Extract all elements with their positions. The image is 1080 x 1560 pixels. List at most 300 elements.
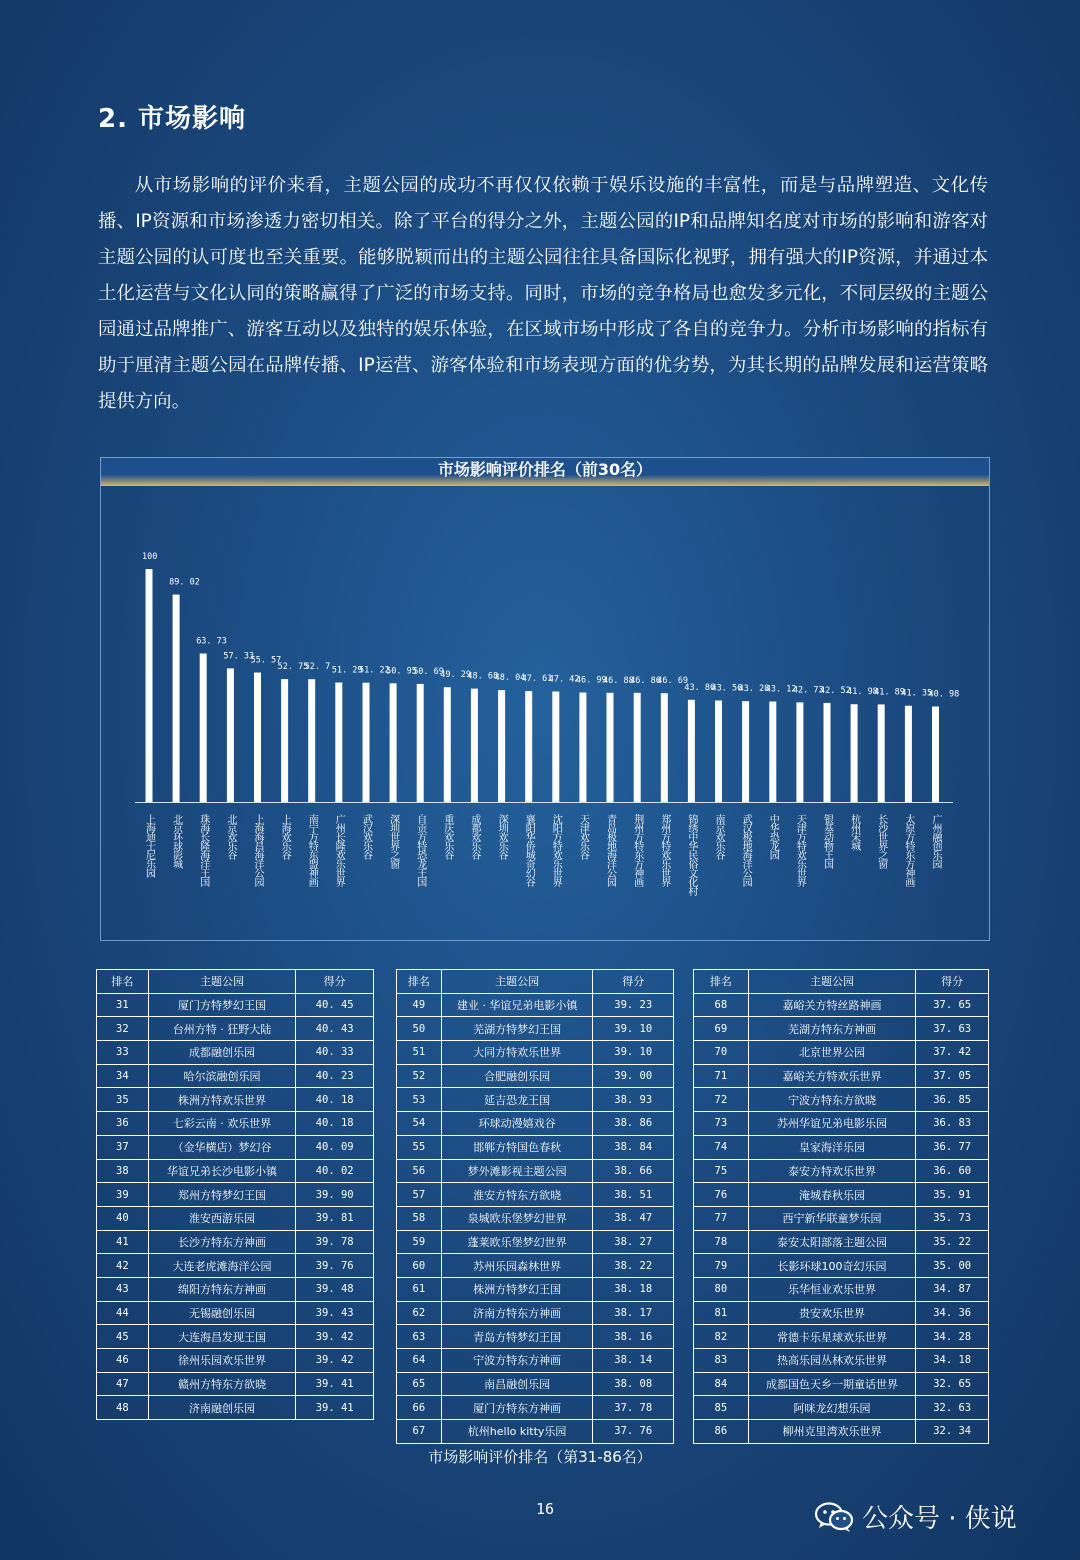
table-row [97,1135,374,1159]
score-cell: 34. 87 [916,1277,989,1301]
park-cell: 台州方特 · 狂野大陆 [148,1017,296,1041]
table-row [97,1206,374,1230]
score-cell: 40. 45 [296,993,374,1017]
table-row [694,1372,989,1396]
category-label: 深圳欢乐谷 [496,814,508,859]
park-cell: 济南方特东方神画 [441,1301,593,1325]
park-cell: 淮安西游乐园 [148,1206,296,1230]
watermark-text: 公众号 · 侠说 [862,1504,1017,1534]
value-label: 63. 73 [196,636,227,647]
park-cell: 阿咪龙幻想乐园 [748,1396,916,1420]
bar [335,683,342,803]
score-cell: 38. 93 [593,1088,674,1112]
score-cell: 38. 14 [593,1349,674,1373]
table-row [97,1041,374,1065]
table-row [97,1183,374,1207]
rank-cell: 62 [397,1301,442,1325]
category-label: 长沙世界之窗 [875,814,887,868]
table-row [97,1064,374,1088]
score-cell: 36. 85 [916,1088,989,1112]
score-cell: 39. 42 [296,1325,374,1349]
rank-cell: 66 [397,1396,442,1420]
bar [715,701,722,803]
header-score: 得分 [296,970,374,994]
category-label: 银基动物王国 [821,814,833,868]
category-label: 杭州宋城 [848,814,860,850]
park-cell: 柳州克里湾欢乐世界 [748,1420,916,1444]
score-cell: 39. 76 [296,1254,374,1278]
table-header-row [397,970,674,994]
park-cell: 嘉峪关方特欢乐世界 [748,1064,916,1088]
rank-cell: 58 [397,1206,442,1230]
table-row [397,1420,674,1444]
page-number: 16 [535,1500,555,1518]
intro-paragraph: 从市场影响的评价来看，主题公园的成功不再仅仅依赖于娱乐设施的丰富性，而是与品牌塑造、文化传播、IP资源和市场渗透力密切相关。除了平台的得分之外，主题公园的IP和品牌知名度对市场的影响和游客对主题公园的认可度也至关重要。能够脱颖而出的主题公园往往具备国际化视野，拥有强大的IP资源，并通过本土化运营与文化认同的策略赢得了广泛的市场支持。同时，市场的竞争格局也愈发多元化，不同层级的主题公园通过品牌推广、游客互动以及独特的娱乐体验，在区域市场中形成了各自的竞争力。分析市场影响的指标有助于厘清主题公园在品牌传播、IP运营、游客体验和市场表现方面的优劣势，为其长期的品牌发展和运营策略提供方向。 [98,175,988,412]
score-cell: 39. 90 [296,1183,374,1207]
rank-cell: 65 [397,1372,442,1396]
table-row [397,1230,674,1254]
score-cell: 38. 27 [593,1230,674,1254]
bar [254,673,261,803]
score-cell: 38. 51 [593,1183,674,1207]
rank-cell: 86 [694,1420,749,1444]
wechat-watermark [814,1498,1017,1535]
rank-cell: 77 [694,1206,749,1230]
bar [173,595,180,802]
bar [824,703,831,802]
score-cell: 39. 41 [296,1372,374,1396]
score-cell: 39. 78 [296,1230,374,1254]
table-row [397,1396,674,1420]
value-label: 42. 52 [820,685,851,696]
category-label: 武汉欢乐谷 [360,814,372,859]
header-score: 得分 [593,970,674,994]
header-park: 主题公园 [748,970,916,994]
value-label: 43. 56 [711,683,743,694]
bar [769,702,776,803]
rank-cell: 43 [97,1277,149,1301]
bar [607,693,614,802]
score-cell: 39. 48 [296,1277,374,1301]
bar [742,701,749,802]
rank-cell: 48 [97,1396,149,1420]
rank-cell: 75 [694,1159,749,1183]
category-label: 上海迪士尼乐园 [143,814,155,877]
score-cell: 35. 22 [916,1230,989,1254]
bar [661,693,668,802]
rank-cell: 44 [97,1301,149,1325]
rank-cell: 82 [694,1325,749,1349]
value-label: 41. 89 [874,687,905,698]
bar [878,704,885,802]
value-label: 48. 04 [494,673,526,684]
category-label: 中华恐龙园 [767,814,779,859]
score-cell: 36. 60 [916,1159,989,1183]
score-cell: 35. 00 [916,1254,989,1278]
value-label: 46. 99 [575,675,607,686]
bar [932,707,939,803]
rank-cell: 31 [97,993,149,1017]
value-label: 47. 42 [548,674,580,685]
score-cell: 38. 18 [593,1277,674,1301]
park-cell: 长影环球100奇幻乐园 [748,1254,916,1278]
table-row [694,1135,989,1159]
rank-cell: 41 [97,1230,149,1254]
header-score: 得分 [916,970,989,994]
table-row [694,1183,989,1207]
rank-cell: 83 [694,1349,749,1373]
table-row [97,1088,374,1112]
rank-cell: 68 [694,993,749,1017]
park-cell: 淮安方特东方欲晓 [441,1183,593,1207]
table-row [694,1420,989,1444]
park-cell: 宁波方特东方神画 [441,1349,593,1373]
table-row [397,1372,674,1396]
table-row [694,1230,989,1254]
park-cell: 贵安欢乐世界 [748,1301,916,1325]
category-label: 荆州方特东方神画 [631,814,643,886]
bar [471,689,478,802]
park-cell: 七彩云南 · 欢乐世界 [148,1112,296,1136]
value-label: 46. 88 [603,675,634,686]
bar-chart [101,458,989,940]
bar [905,706,912,802]
rank-cell: 57 [397,1183,442,1207]
bar [146,569,153,802]
rank-cell: 61 [397,1277,442,1301]
park-cell: 徐州乐园欢乐世界 [148,1349,296,1373]
ranking-table-2 [396,969,674,1444]
table-row [397,1349,674,1373]
park-cell: 淹城春秋乐园 [748,1183,916,1207]
score-cell: 38. 22 [593,1254,674,1278]
category-label: 北京环球影城 [170,814,182,868]
bar [688,700,695,802]
rank-cell: 36 [97,1112,149,1136]
table-row [694,1301,989,1325]
park-cell: 芜湖方特东方神画 [748,1017,916,1041]
chart-title: 市场影响评价排名（前30名） [101,458,989,486]
ranking-table-3 [693,969,989,1444]
table-row [694,1112,989,1136]
rank-cell: 51 [397,1041,442,1065]
score-cell: 38. 84 [593,1135,674,1159]
rank-cell: 53 [397,1088,442,1112]
park-cell: 赣州方特东方欲晓 [148,1372,296,1396]
bar [552,692,559,803]
table-row [397,1112,674,1136]
table-header-row [694,970,989,994]
bar [525,691,532,802]
park-cell: 邯郸方特国色春秋 [441,1135,593,1159]
value-label: 89. 02 [169,577,200,588]
value-label: 52. 75 [277,662,309,673]
value-label: 46. 86 [630,675,661,686]
rank-cell: 59 [397,1230,442,1254]
park-cell: 株洲方特欢乐世界 [148,1088,296,1112]
park-cell: 长沙方特东方神画 [148,1230,296,1254]
value-label: 52. 7 [304,662,331,673]
score-cell: 34. 36 [916,1301,989,1325]
score-cell: 35. 73 [916,1206,989,1230]
value-label: 57. 33 [223,651,255,662]
park-cell: 北京世界公园 [748,1041,916,1065]
bar [417,684,424,802]
category-label: 青岛极地海洋公园 [604,814,616,886]
category-label: 南宁方特东盟神画 [306,814,318,886]
park-cell: 环球动漫嬉戏谷 [441,1112,593,1136]
park-cell: 杭州hello kitty乐园 [441,1420,593,1444]
rank-cell: 39 [97,1183,149,1207]
value-label: 42. 73 [792,685,824,696]
category-label: 广州长隆欢乐世界 [333,814,345,886]
table-row [97,1372,374,1396]
value-label: 48. 68 [467,671,499,682]
park-cell: 蓬莱欧乐堡梦幻世界 [441,1230,593,1254]
score-cell: 34. 28 [916,1325,989,1349]
category-label: 重庆欢乐谷 [441,814,453,859]
rank-cell: 40 [97,1206,149,1230]
score-cell: 40. 02 [296,1159,374,1183]
park-cell: 株洲方特梦幻王国 [441,1277,593,1301]
category-label: 襄阳华侨城奇幻谷 [523,814,535,886]
table-row [397,993,674,1017]
table-row [694,1088,989,1112]
park-cell: 成都国色天乡一期童话世界 [748,1372,916,1396]
park-cell: 哈尔滨融创乐园 [148,1064,296,1088]
park-cell: 厦门方特东方神画 [441,1396,593,1420]
score-cell: 36. 77 [916,1135,989,1159]
score-cell: 34. 18 [916,1349,989,1373]
park-cell: 青岛方特梦幻王国 [441,1325,593,1349]
rank-cell: 46 [97,1349,149,1373]
value-label: 55. 57 [250,655,282,666]
table-row [397,1206,674,1230]
score-cell: 40. 18 [296,1112,374,1136]
rank-cell: 55 [397,1135,442,1159]
value-label: 46. 69 [657,676,689,687]
value-label: 47. 61 [521,674,553,685]
category-label: 天津欢乐谷 [577,814,589,859]
score-cell: 38. 47 [593,1206,674,1230]
rank-cell: 81 [694,1301,749,1325]
score-cell: 39. 43 [296,1301,374,1325]
score-cell: 40. 09 [296,1135,374,1159]
rank-cell: 80 [694,1277,749,1301]
category-label: 自贡方特恐龙王国 [414,814,426,886]
rank-cell: 67 [397,1420,442,1444]
rank-cell: 50 [397,1017,442,1041]
table-row [397,1088,674,1112]
table-row [397,1159,674,1183]
rank-cell: 78 [694,1230,749,1254]
category-label: 珠海长隆海洋王国 [197,814,209,886]
rank-cell: 56 [397,1159,442,1183]
score-cell: 39. 00 [593,1064,674,1088]
park-cell: 梦外滩影视主题公园 [441,1159,593,1183]
value-label: 40. 98 [928,689,960,700]
rank-cell: 63 [397,1325,442,1349]
rank-cell: 54 [397,1112,442,1136]
table-row [397,1017,674,1041]
rank-cell: 79 [694,1254,749,1278]
park-cell: 泰安太阳部落主题公园 [748,1230,916,1254]
park-cell: 嘉峪关方特丝路神画 [748,993,916,1017]
score-cell: 40. 18 [296,1088,374,1112]
score-cell: 39. 41 [296,1396,374,1420]
value-label: 43. 86 [684,682,716,693]
score-cell: 37. 42 [916,1041,989,1065]
table-row [694,1277,989,1301]
rank-cell: 42 [97,1254,149,1278]
score-cell: 32. 34 [916,1420,989,1444]
value-label: 100 [142,552,158,562]
score-cell: 37. 63 [916,1017,989,1041]
park-cell: 南昌融创乐园 [441,1372,593,1396]
value-label: 50. 69 [413,666,444,677]
value-label: 51. 22 [359,665,390,676]
park-cell: 宁波方特东方欲晓 [748,1088,916,1112]
park-cell: 成都融创乐园 [148,1041,296,1065]
wechat-icon [814,1501,854,1533]
rank-cell: 71 [694,1064,749,1088]
bar [796,702,803,802]
table-row [97,1277,374,1301]
bar [851,704,858,802]
table-row [97,1159,374,1183]
rank-cell: 35 [97,1088,149,1112]
category-label: 北京欢乐谷 [224,814,236,859]
park-cell: 泰安方特欢乐世界 [748,1159,916,1183]
table-row [397,1064,674,1088]
table-row [694,1041,989,1065]
bar [200,654,207,803]
rank-cell: 60 [397,1254,442,1278]
score-cell: 38. 16 [593,1325,674,1349]
park-cell: 泉城欧乐堡梦幻世界 [441,1206,593,1230]
score-cell: 39. 81 [296,1206,374,1230]
score-cell: 40. 33 [296,1041,374,1065]
table-row [694,1017,989,1041]
category-label: 天津方特欢乐世界 [794,814,806,886]
table-row [97,1325,374,1349]
category-label: 郑州方特欢乐世界 [658,814,670,886]
category-label: 锦绣中华民俗文化村 [685,814,697,895]
park-cell: 华谊兄弟长沙电影小镇 [148,1159,296,1183]
rank-cell: 38 [97,1159,149,1183]
category-label: 成都欢乐谷 [468,814,480,859]
market-influence-chart [100,457,990,941]
park-cell: 建业 · 华谊兄弟电影小镇 [441,993,593,1017]
park-cell: 大同方特欢乐世界 [441,1041,593,1065]
park-cell: 苏州乐园森林世界 [441,1254,593,1278]
ranking-table-1 [96,969,374,1420]
category-label: 武汉极地海洋公园 [740,814,752,886]
score-cell: 38. 66 [593,1159,674,1183]
score-cell: 40. 23 [296,1064,374,1088]
park-cell: 济南融创乐园 [148,1396,296,1420]
category-label: 太原方特东方神画 [902,814,914,886]
rank-cell: 72 [694,1088,749,1112]
table-row [97,1254,374,1278]
rank-cell: 47 [97,1372,149,1396]
park-cell: 厦门方特梦幻王国 [148,993,296,1017]
table-row [694,1206,989,1230]
bar [227,668,234,802]
bar [390,683,397,802]
score-cell: 39. 23 [593,993,674,1017]
table-row [694,993,989,1017]
table-row [397,1041,674,1065]
table-row [97,1230,374,1254]
rank-cell: 34 [97,1064,149,1088]
rank-cell: 73 [694,1112,749,1136]
bar [498,690,505,802]
park-cell: 苏州华谊兄弟电影乐园 [748,1112,916,1136]
value-label: 43. 12 [765,684,797,695]
park-cell: 延吉恐龙王国 [441,1088,593,1112]
rank-cell: 85 [694,1396,749,1420]
rank-cell: 69 [694,1017,749,1041]
header-rank: 排名 [97,970,149,994]
table-row [97,993,374,1017]
table-row [97,1301,374,1325]
category-label: 南京欢乐谷 [713,814,724,859]
rank-cell: 64 [397,1349,442,1373]
rank-cell: 76 [694,1183,749,1207]
score-cell: 37. 76 [593,1420,674,1444]
bar [363,683,370,802]
bar [444,687,451,802]
rank-cell: 49 [397,993,442,1017]
table-header-row [97,970,374,994]
score-cell: 32. 65 [916,1372,989,1396]
score-cell: 39. 42 [296,1349,374,1373]
category-label: 上海欢乐谷 [279,814,291,859]
score-cell: 36. 83 [916,1112,989,1136]
park-cell: （金华横店）梦幻谷 [148,1135,296,1159]
table-row [397,1135,674,1159]
table-row [694,1064,989,1088]
section-title: 2. 市场影响 [98,104,247,134]
rank-cell: 70 [694,1041,749,1065]
score-cell: 38. 08 [593,1372,674,1396]
park-cell: 乐华恒业欢乐世界 [748,1277,916,1301]
table-row [397,1254,674,1278]
table-caption: 市场影响评价排名（第31-86名） [428,1448,652,1466]
table-row [97,1349,374,1373]
park-cell: 大连老虎滩海洋公园 [148,1254,296,1278]
table-row [397,1325,674,1349]
park-cell: 郑州方特梦幻王国 [148,1183,296,1207]
table-row [694,1396,989,1420]
header-rank: 排名 [397,970,442,994]
park-cell: 芜湖方特梦幻王国 [441,1017,593,1041]
score-cell: 39. 10 [593,1041,674,1065]
rank-cell: 52 [397,1064,442,1088]
park-cell: 西宁新华联童梦乐园 [748,1206,916,1230]
table-row [397,1301,674,1325]
table-row [694,1159,989,1183]
value-label: 51. 29 [331,665,363,676]
score-cell: 35. 91 [916,1183,989,1207]
rank-cell: 74 [694,1135,749,1159]
park-cell: 合肥融创乐园 [441,1064,593,1088]
value-label: 50. 95 [386,666,417,677]
park-cell: 绵阳方特东方神画 [148,1277,296,1301]
header-park: 主题公园 [441,970,593,994]
rank-cell: 37 [97,1135,149,1159]
